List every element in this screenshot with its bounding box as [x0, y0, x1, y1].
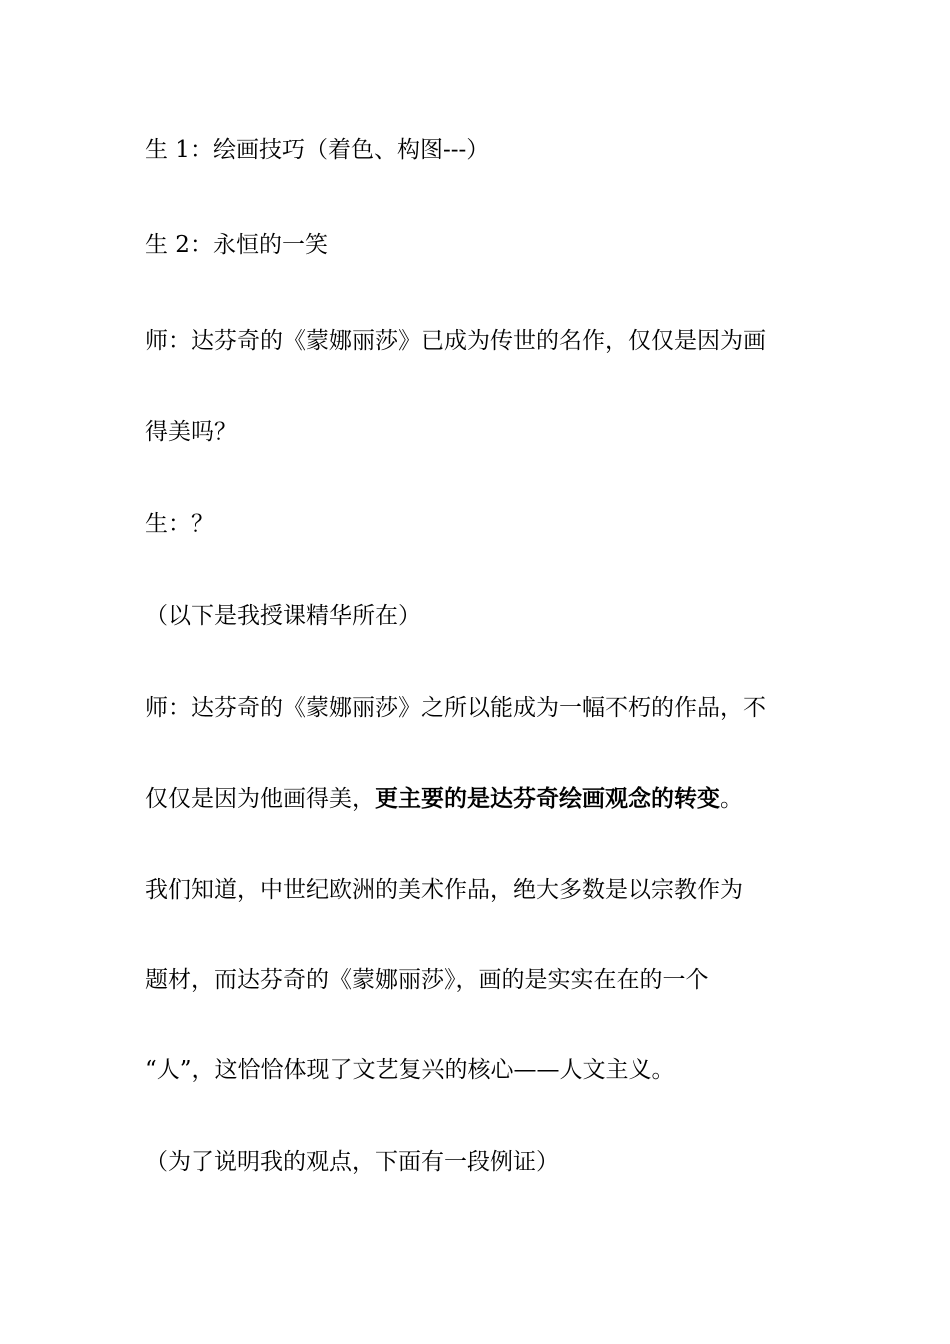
text-line-12: （为了说明我的观点，下面有一段例证）	[145, 1149, 559, 1175]
text-line-8	[145, 784, 825, 814]
text-line-7: 师：达芬奇的《蒙娜丽莎》之所以能成为一幅不朽的作品，不	[145, 695, 766, 721]
text-line-2: 生 2：永恒的一笑	[145, 232, 328, 258]
text-line-3: 师：达芬奇的《蒙娜丽莎》已成为传世的名作，仅仅是因为画	[145, 328, 766, 354]
emphasized-text: 更主要的是达芬奇绘画观念的转变	[375, 785, 720, 812]
text-line-6: （以下是我授课精华所在）	[145, 603, 421, 629]
text-line-9: 我们知道，中世纪欧洲的美术作品，绝大多数是以宗教作为	[145, 877, 743, 903]
text-line-10: 题材，而达芬奇的《蒙娜丽莎》，画的是实实在在的一个	[145, 967, 709, 993]
text-line-4: 得美吗？	[145, 419, 237, 445]
text-line-8-end: 。	[720, 786, 743, 812]
text-line-5: 生：？	[145, 511, 214, 537]
text-line-8-start: 仅仅是因为他画得美，	[145, 786, 375, 812]
text-line-1: 生 1：绘画技巧（着色、构图---）	[145, 137, 490, 163]
text-line-11: “人”，这恰恰体现了文艺复兴的核心——人文主义。	[145, 1057, 675, 1083]
